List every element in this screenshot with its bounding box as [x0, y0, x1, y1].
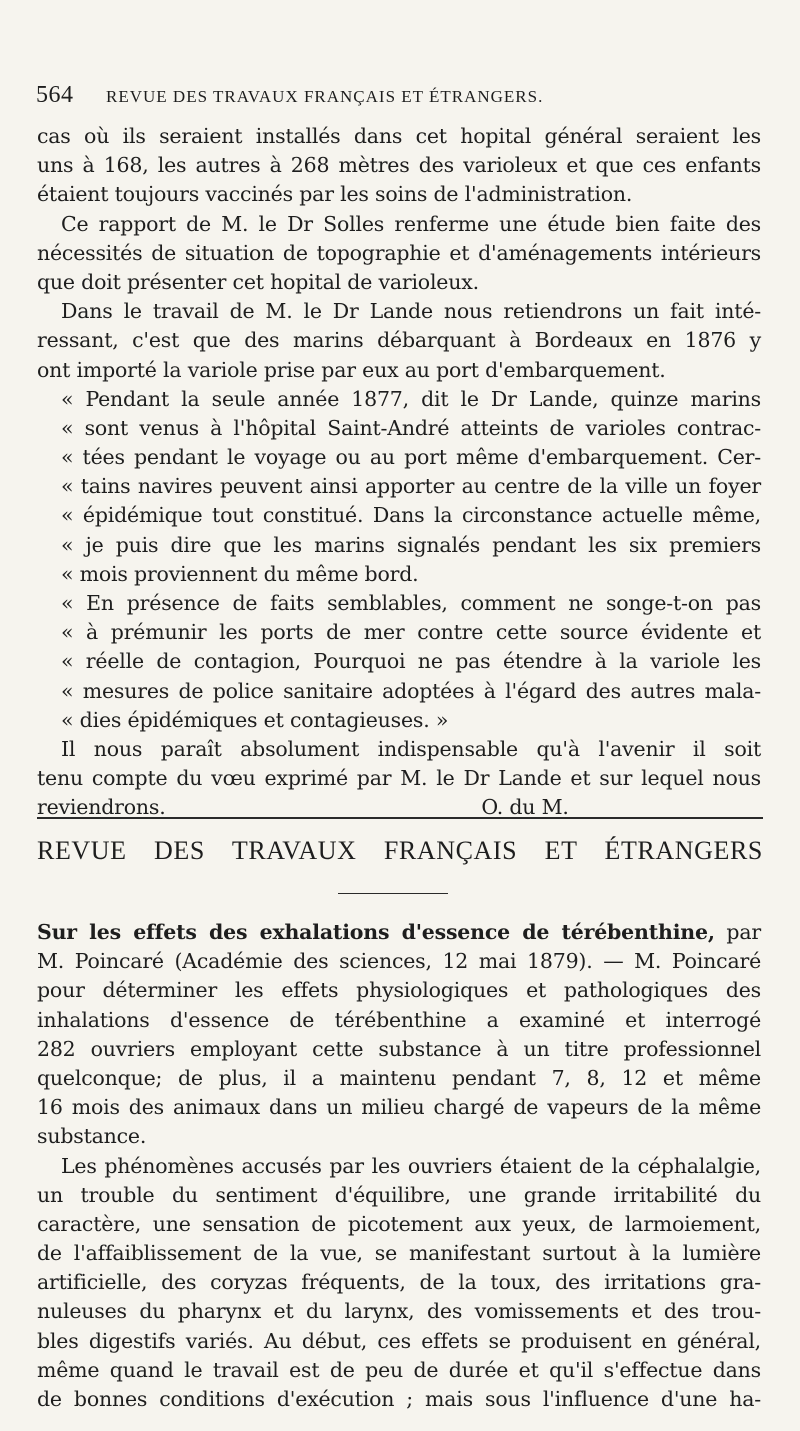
text-line: « réelle de contagion, Pourquoi ne pas étendre à la variole les [61, 649, 761, 674]
text-line: Ce rapport de M. le Dr Solles renferme une étude bien faite des [61, 211, 761, 236]
text-line: « sont venus à l'hôpital Saint-André atteints de varioles contrac- [61, 415, 761, 440]
text-line: de bonnes conditions d'exécution ; mais sous l'influence d'une ha- [37, 1387, 761, 1411]
text-line: caractère, une sensation de picotement aux yeux, de larmoiement, [37, 1211, 761, 1236]
text-line: 16 mois des animaux dans un milieu chargé de vapeurs de la même [37, 1095, 761, 1120]
text-line: M. Poincaré (Académie des sciences, 12 mai 1879). — M. Poincaré [37, 949, 761, 974]
text-line: ressant, c'est que des marins débarquant à Bordeaux en 1876 y [37, 328, 761, 353]
text-line: étaient toujours vaccinés par les soins de l'administration. [37, 182, 633, 207]
text-line: que doit présenter cet hopital de varioleux. [37, 269, 479, 294]
section-title: REVUE DES TRAVAUX FRANÇAIS ET ÉTRANGERS [37, 836, 763, 865]
article-heading: Sur les effets des exhalations d'essence de térébenthine, [37, 920, 715, 944]
page-number: 564 [36, 82, 74, 108]
section-divider [37, 817, 763, 819]
text-line: « mois proviennent du même bord. [61, 561, 419, 586]
text-line: substance. [37, 1124, 147, 1149]
text-line: pour déterminer les effets physiologiques et pathologiques des [37, 978, 761, 1003]
text-line: cas où ils seraient installés dans cet hopital général seraient les [37, 124, 761, 148]
second-article-body [37, 918, 761, 1414]
text-line: « à prémunir les ports de mer contre cette source évidente et [61, 620, 761, 645]
text-line: « En présence de faits semblables, comment ne songe-t-on pas [61, 591, 761, 615]
title-underline [338, 893, 448, 894]
text-line: « dies épidémiques et contagieuses. » [61, 707, 449, 732]
text-line: Dans le travail de M. le Dr Lande nous retiendrons un fait inté- [61, 299, 761, 324]
text-line: « Pendant la seule année 1877, dit le Dr Lande, quinze marins [61, 386, 761, 411]
text-line: « mesures de police sanitaire adoptées à l'égard des autres mala- [61, 678, 761, 703]
running-header [36, 82, 740, 116]
text-line: nuleuses du pharynx et du larynx, des vomissements et des trou- [37, 1299, 761, 1324]
text-line: un trouble du sentiment d'équilibre, une grande irritabilité du [37, 1182, 761, 1207]
text-line: quelconque; de plus, il a maintenu pendant 7, 8, 12 et même [37, 1065, 761, 1090]
text-line: même quand le travail est de peu de durée et qu'il s'effectue dans [37, 1357, 761, 1382]
first-article-body [37, 122, 761, 823]
text-line: « je puis dire que les marins signalés pendant les six premiers [61, 532, 761, 557]
text-line: nécessités de situation de topographie et d'aménagements intérieurs [37, 240, 761, 265]
article-lead-line [37, 918, 761, 947]
text-line: Il nous paraît absolument indispensable qu'à l'avenir il soit [61, 736, 761, 761]
text-line: uns à 168, les autres à 268 mètres des varioleux et que ces enfants [37, 153, 761, 178]
article-lead-rest: par [714, 920, 761, 944]
text-line: « tains navires peuvent ainsi apporter au centre de la ville un foyer [61, 474, 761, 499]
text-line: bles digestifs variés. Au début, ces effets se produisent en général, [37, 1328, 761, 1353]
text-line: « tées pendant le voyage ou au port même d'embarquement. Cer- [61, 445, 761, 470]
text-line: tenu compte du vœu exprimé par M. le Dr Lande et sur lequel nous [37, 766, 761, 791]
text-line: inhalations d'essence de térébenthine a examiné et interrogé [37, 1007, 761, 1032]
text-line: artificielle, des coryzas fréquents, de la toux, des irritations gra- [37, 1270, 761, 1295]
text-line: Les phénomènes accusés par les ouvriers étaient de la céphalalgie, [61, 1153, 761, 1178]
text-line: « épidémique tout constitué. Dans la circonstance actuelle même, [61, 503, 761, 528]
text-line: ont importé la variole prise par eux au port d'embarquement. [37, 357, 666, 382]
text-line: de l'affaiblissement de la vue, se manifestant surtout à la lumière [37, 1241, 761, 1266]
running-title: REVUE DES TRAVAUX FRANÇAIS ET ÉTRANGERS. [106, 87, 544, 106]
text-line: 282 ouvriers employant cette substance à un titre professionnel [37, 1036, 761, 1061]
signoff-line: reviendrons. O. du M. [37, 795, 569, 820]
